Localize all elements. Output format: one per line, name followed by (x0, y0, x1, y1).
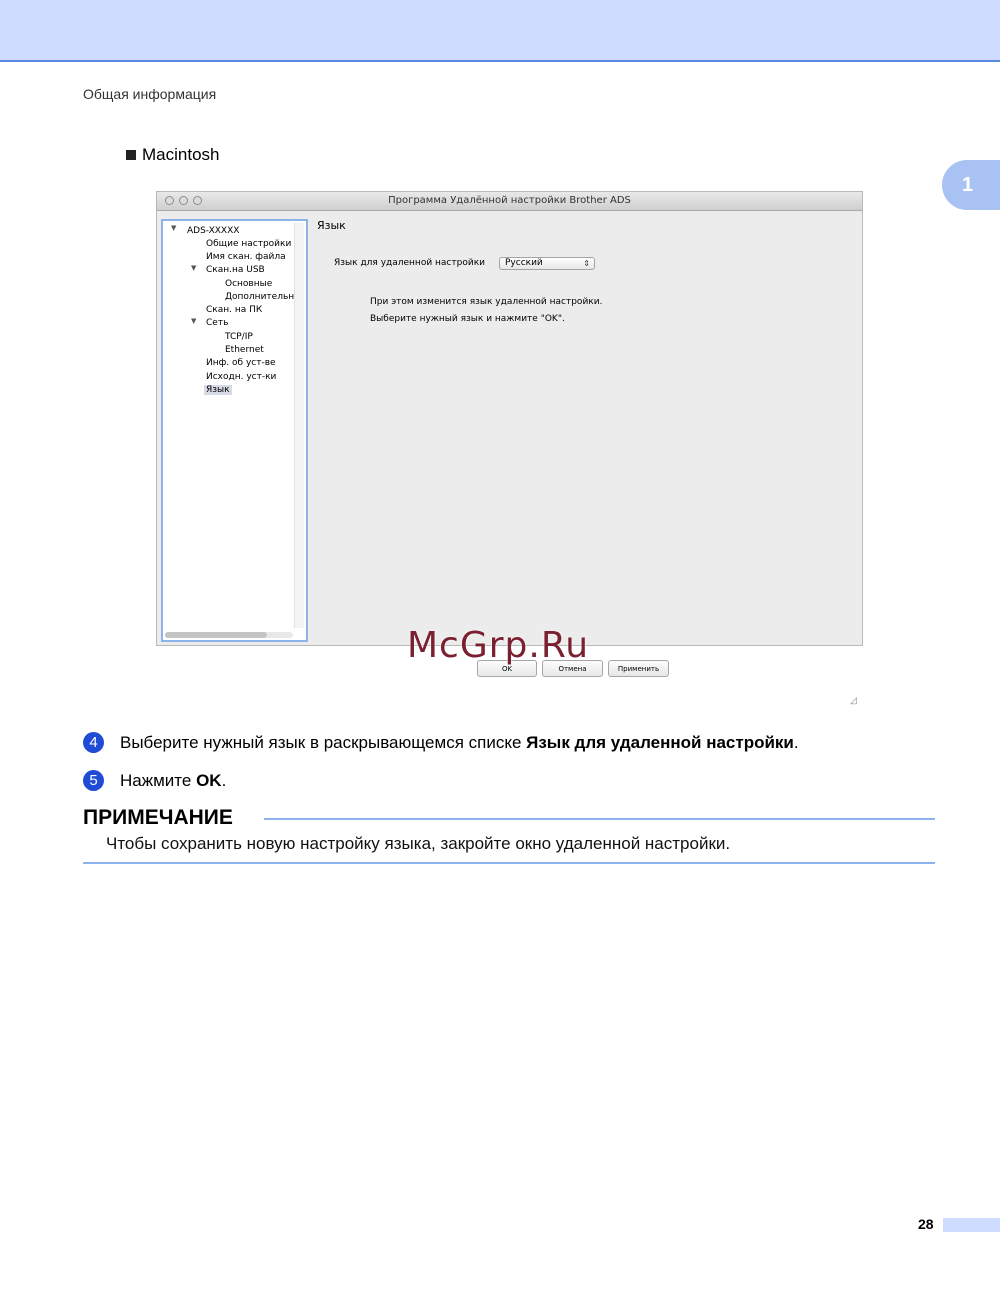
settings-tree[interactable] (161, 219, 308, 642)
tree-item-basic[interactable]: Основные (225, 279, 273, 289)
chapter-number: 1 (962, 173, 974, 196)
running-header: Общая информация (83, 86, 217, 102)
top-header-band (0, 0, 1000, 62)
tree-vertical-scrollbar[interactable] (294, 223, 304, 628)
square-bullet-icon (126, 150, 136, 160)
remote-setup-window (156, 191, 863, 646)
tree-item-ethernet[interactable]: Ethernet (225, 345, 264, 355)
triangle-down-icon[interactable]: ▼ (191, 317, 197, 325)
triangle-down-icon[interactable]: ▼ (171, 224, 177, 232)
step-text-suffix: . (793, 732, 799, 752)
window-title: Программа Удалённой настройки Brother ADS (388, 195, 631, 206)
step-number-badge: 5 (83, 770, 104, 791)
panel-heading: Язык (317, 219, 346, 232)
step-text-suffix: . (221, 770, 227, 790)
info-line-2: Выберите нужный язык и нажмите "OK". (370, 314, 565, 324)
tree-item-tcpip[interactable]: TCP/IP (225, 332, 253, 342)
page-tab (943, 1218, 1000, 1232)
resize-grip-icon[interactable]: ◿ (850, 695, 857, 705)
tree-item-network[interactable]: Сеть (206, 318, 229, 328)
step-5 (83, 770, 226, 791)
step-number-badge: 4 (83, 732, 104, 753)
step-text-bold: Язык для удаленной настройки (526, 732, 794, 752)
tree-item-device-info[interactable]: Инф. об уст-ве (206, 358, 276, 368)
triangle-down-icon[interactable]: ▼ (191, 264, 197, 272)
platform-label: Macintosh (142, 145, 220, 164)
step-text (120, 771, 226, 791)
step-text (120, 733, 799, 753)
note-text: Чтобы сохранить новую настройку языка, закройте окно удаленной настройки. (106, 834, 731, 853)
apply-button[interactable]: Применить (608, 660, 669, 677)
note-divider-bottom (83, 862, 935, 864)
tree-item-language[interactable]: Язык (206, 385, 230, 395)
language-select-value: Русский (505, 258, 543, 268)
step-4 (83, 732, 799, 753)
tree-item-advanced[interactable]: Дополнительн (225, 292, 295, 302)
note-divider-top (264, 818, 935, 820)
platform-bullet (126, 145, 219, 165)
chapter-tab (942, 160, 1000, 210)
window-titlebar (157, 192, 862, 211)
updown-arrows-icon: ⇕ (583, 259, 590, 268)
tree-item-scan-pc[interactable]: Скан. на ПК (206, 305, 263, 315)
cancel-button[interactable]: Отмена (542, 660, 603, 677)
language-field-label: Язык для удаленной настройки (334, 258, 485, 268)
tree-scroll-thumb[interactable] (165, 632, 267, 638)
ok-button[interactable]: OK (477, 660, 537, 677)
tree-item-general[interactable]: Общие настройки (206, 239, 292, 249)
step-text-prefix: Нажмите (120, 770, 197, 790)
language-select[interactable] (499, 257, 595, 270)
tree-item-device[interactable]: ADS-XXXXX (187, 226, 240, 236)
step-text-bold: OK (196, 770, 222, 790)
note-heading: ПРИМЕЧАНИЕ (83, 806, 233, 829)
watermark: McGrp.Ru (407, 625, 590, 666)
info-line-1: При этом изменится язык удаленной настройки. (370, 297, 603, 307)
tree-item-file-name[interactable]: Имя скан. файла (206, 252, 286, 262)
tree-item-defaults[interactable]: Исходн. уст-ки (206, 372, 277, 382)
page-number: 28 (918, 1216, 934, 1232)
tree-item-scan-usb[interactable]: Скан.на USB (206, 265, 265, 275)
step-text-prefix: Выберите нужный язык в раскрывающемся списке (120, 732, 527, 752)
